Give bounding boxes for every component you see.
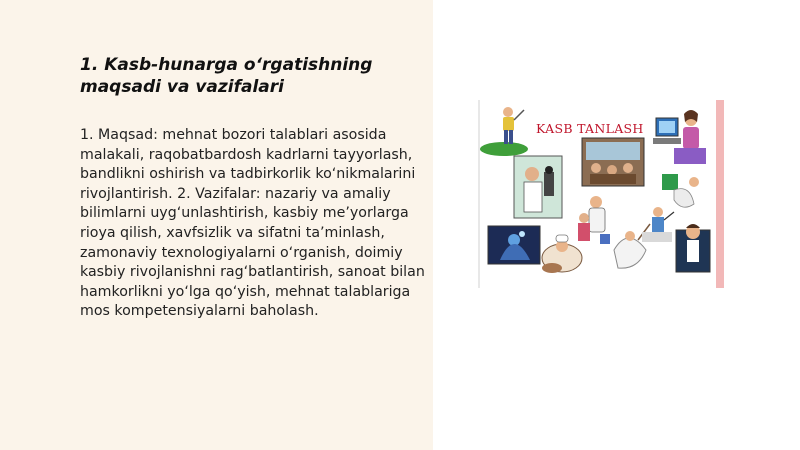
office-worker-icon: [676, 224, 710, 272]
slide-title: [80, 54, 410, 98]
pink-stripe: [716, 100, 724, 288]
title-line-1: 1. Kasb-hunarga o‘rgatishning: [80, 55, 373, 75]
title-line-2: maqsadi va vazifalari: [80, 77, 284, 97]
kasb-tanlash-label: KASB TANLASH: [536, 121, 644, 136]
kasb-tanlash-image: [478, 100, 724, 288]
kasb-tanlash-illustration: [478, 100, 724, 288]
classroom-icon: [582, 138, 644, 186]
slide-body-text: 1. Maqsad: mehnat bozori talablari asosida malakali, raqobatbardosh kadrlarni tayyorlash, bandlikni oshirish va tadbirkorlik ko‘nikmalarini rivojlantirish. 2. Vazifalar: nazariy va amaliy bilimlarni uyg‘unlashtirish, kasbiy me’yorlarga rioya qilish, xavfsizlik va sifatni ta’minlash, zamonaviy texnologiyalarni o‘rganish, doimiy kasbiy rivojlanishni rag‘batlantirish, sanoat bilan hamkorlikni yo‘lga qo‘yish, mehnat talablariga mos kompetensiyalarni baholash.: [80, 127, 425, 320]
welder-icon: [488, 226, 540, 264]
doctor-icon: [514, 156, 562, 218]
